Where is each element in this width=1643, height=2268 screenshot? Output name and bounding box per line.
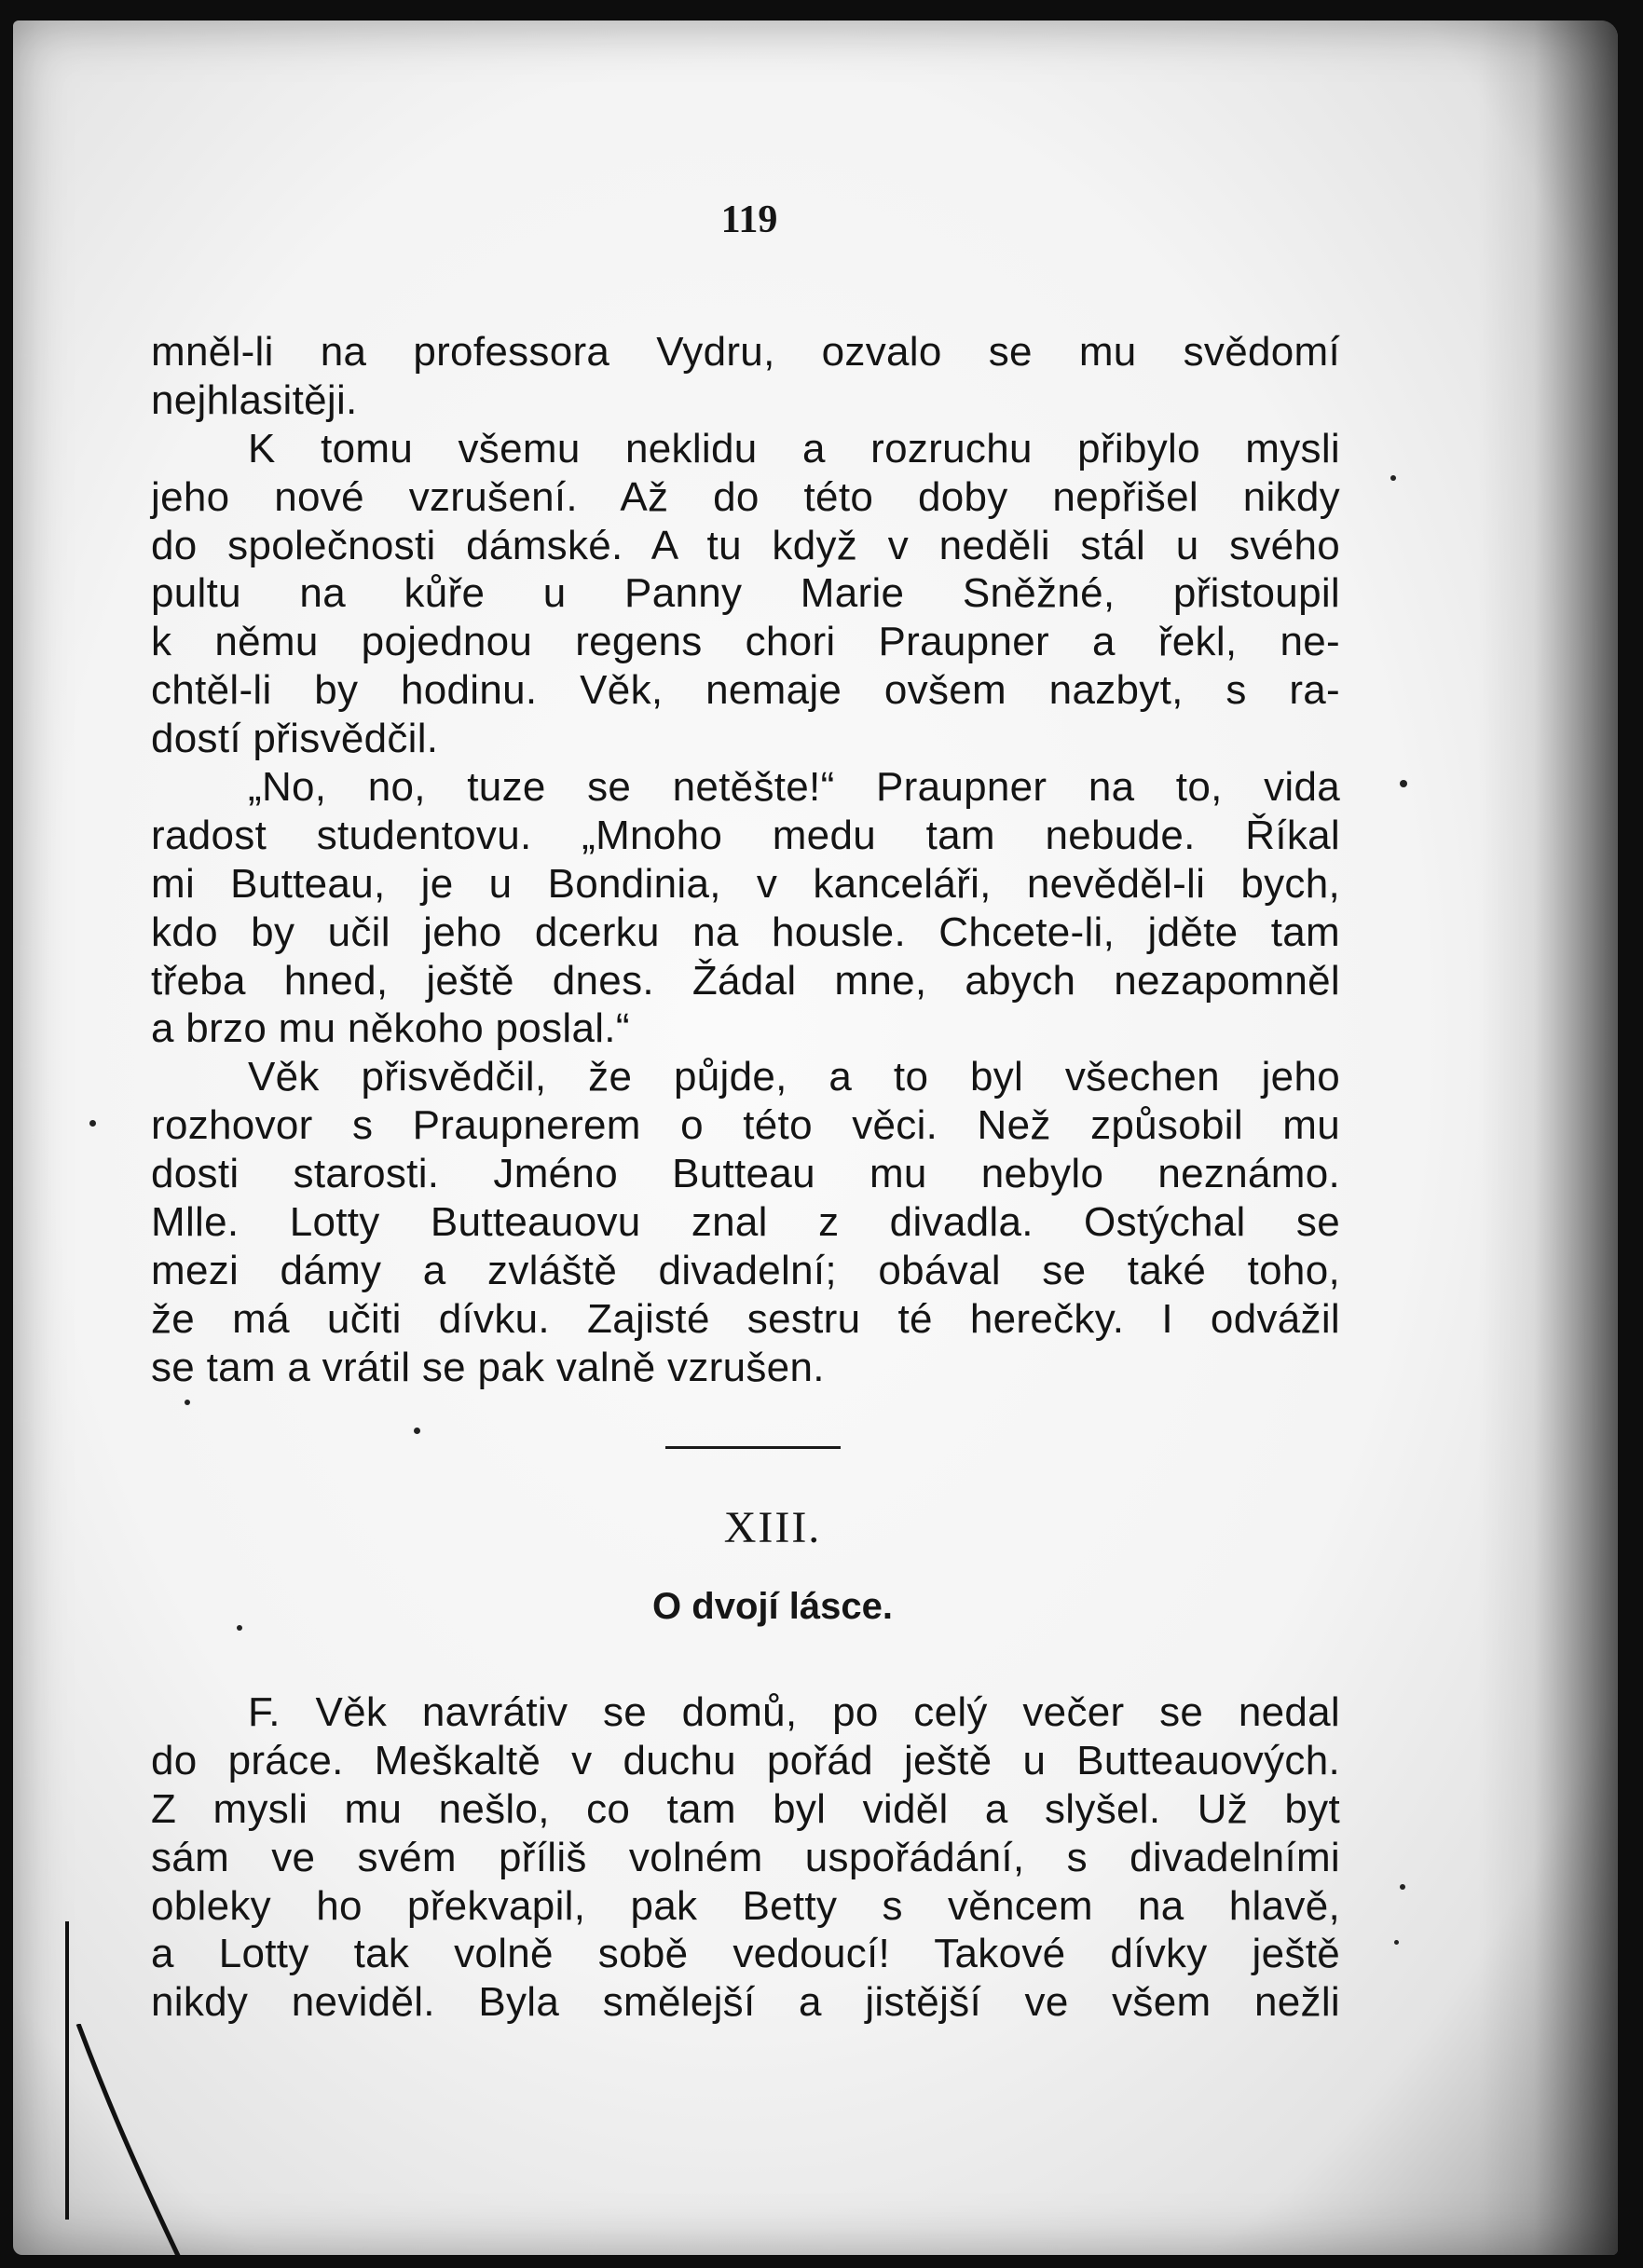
text-line: Mlle. Lotty Butteauovu znal z divadla. Ostýchal se	[151, 1199, 1340, 1246]
text-line: rozhovor s Praupnerem o této věci. Než způsobil mu	[151, 1102, 1340, 1149]
text-line: do práce. Meškaltě v duchu pořád ještě u Butteauových.	[151, 1737, 1340, 1783]
text-line: se tam a vrátil se pak valně vzrušen.	[151, 1344, 825, 1390]
text-line: radost studentovu. „Mnoho medu tam nebude. Říkal	[151, 812, 1340, 858]
chapter-title: O dvojí lásce.	[652, 1586, 893, 1627]
text-line: dosti starosti. Jméno Butteau mu nebylo neznámo.	[151, 1151, 1340, 1197]
text-line: Z mysli mu nešlo, co tam byl viděl a slyšel. Už byt	[151, 1785, 1340, 1832]
scan-speck	[1394, 1940, 1399, 1945]
scan-speck	[1400, 1884, 1405, 1890]
text-line: pultu na kůře u Panny Marie Sněžné, přistoupil	[151, 570, 1340, 617]
text-line: mněl-li na professora Vydru, ozvalo se mu svědomí	[151, 329, 1340, 375]
scan-speck	[237, 1625, 242, 1631]
page-number: 119	[720, 198, 778, 241]
text-line: kdo by učil jeho dcerku na housle. Chcete-li, jděte tam	[151, 909, 1340, 955]
section-divider	[665, 1446, 841, 1449]
text-line: „No, no, tuze se netěšte!“ Praupner na to, vida	[248, 764, 1340, 811]
text-line: třeba hned, ještě dnes. Žádal mne, abych nezapomněl	[151, 957, 1340, 1004]
text-line: nikdy neviděl. Byla smělejší a jistější ve všem nežli	[151, 1979, 1340, 2026]
text-line: sám ve svém příliš volném uspořádání, s divadelními	[151, 1834, 1340, 1880]
text-line: a brzo mu někoho poslal.“	[151, 1005, 630, 1052]
text-line: obleky ho překvapil, pak Betty s věncem na hlavě,	[151, 1882, 1340, 1929]
scan-speck	[89, 1120, 96, 1127]
text-line: k němu pojednou regens chori Praupner a řekl, ne-	[151, 619, 1340, 665]
text-line: že má učiti dívku. Zajisté sestru té herečky. I odvážil	[151, 1295, 1340, 1342]
scan-speck	[1400, 780, 1407, 787]
scan-speck	[1390, 475, 1396, 481]
body-text-section-1	[151, 328, 1340, 1392]
text-line: K tomu všemu neklidu a rozruchu přibylo mysli	[248, 425, 1340, 471]
text-line: chtěl-li by hodinu. Věk, nemaje ovšem nazbyt, s ra-	[151, 667, 1340, 714]
text-line: do společnosti dámské. A tu když v neděli stál u svého	[151, 522, 1340, 568]
scan-margin-stroke	[69, 2024, 199, 2255]
text-line: Věk přisvědčil, že půjde, a to byl všechen jeho	[248, 1054, 1340, 1100]
body-text-section-2	[151, 1688, 1340, 2027]
scan-speck	[185, 1400, 190, 1405]
text-line: mi Butteau, je u Bondinia, v kanceláři, nevěděl-li bych,	[151, 860, 1340, 907]
text-line: mezi dámy a zvláště divadelní; obával se také toho,	[151, 1247, 1340, 1293]
text-line: F. Věk navrátiv se domů, po celý večer se nedal	[248, 1689, 1340, 1735]
chapter-number: XIII.	[723, 1503, 822, 1552]
text-line: jeho nové vzrušení. Až do této doby nepřišel nikdy	[151, 473, 1340, 520]
book-page	[13, 20, 1618, 2255]
text-line: dostí přisvědčil.	[151, 716, 439, 762]
text-line: nejhlasitěji.	[151, 376, 358, 423]
scan-speck	[414, 1428, 420, 1434]
text-line: a Lotty tak volně sobě vedoucí! Takové dívky ještě	[151, 1931, 1340, 1977]
